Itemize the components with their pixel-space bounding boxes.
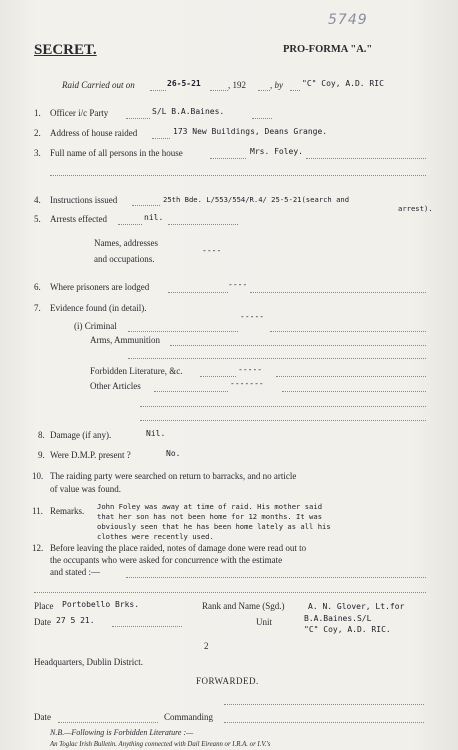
remarks-line-1: John Foley was away at time of raid. His mother said <box>97 502 323 511</box>
prisoners-value: ---- <box>228 280 248 289</box>
names-label: Names, addresses <box>94 238 158 248</box>
forwarded-label: FORWARDED. <box>196 676 259 686</box>
address-value: 173 New Buildings, Deans Grange. <box>173 127 328 136</box>
forbidden-list: An Toglac Irish Bulletin. Anything connected with Dail Eireann or I.R.A. or I.V.'s <box>50 741 271 748</box>
date-label: Date <box>34 617 51 627</box>
item-number: 1. <box>34 108 41 118</box>
other-value: ------- <box>230 379 264 388</box>
raid-date: 26-5-21 <box>167 79 201 88</box>
criminal-value: ----- <box>240 312 265 321</box>
searched-line-1: The raiding party were searched on return to barracks, and no article <box>50 471 297 481</box>
remarks-line-2: that her son has not been home for 12 months. It was <box>97 512 323 521</box>
notes-line-3: and stated :— <box>50 567 100 577</box>
remarks-label: Remarks. <box>50 506 85 516</box>
raid-year: , 192 <box>228 80 246 90</box>
item-number: 8. <box>38 430 45 440</box>
item-number: 10. <box>32 471 44 481</box>
item-number: 4. <box>34 195 41 205</box>
rank-value: A. N. Glover, Lt.for <box>308 602 405 611</box>
item-number: 2. <box>34 128 41 138</box>
remarks-line-3: obviously seen that he has been home lately as all his <box>97 522 331 531</box>
unit-value-2: "C" Coy, A.D. RIC. <box>304 625 391 634</box>
occupations-label: and occupations. <box>94 254 155 264</box>
place-label: Place <box>34 601 54 611</box>
unit-value: B.A.Baines.S/L <box>304 614 372 623</box>
commanding-label: Commanding <box>164 712 213 722</box>
damage-value: Nil. <box>146 429 166 438</box>
instructions-value-2: arrest). <box>398 204 433 213</box>
proforma-heading: PRO-FORMA "A." <box>283 44 373 55</box>
damage-label: Damage (if any). <box>50 430 112 440</box>
rank-label: Rank and Name (Sgd.) <box>202 601 285 611</box>
item-number: 5. <box>34 214 41 224</box>
arrests-value: nil. <box>144 213 164 222</box>
notes-line-2: the occupants who were asked for concurrence with the estimate <box>50 555 283 565</box>
criminal-label: (i) Criminal <box>74 321 117 331</box>
arms-label: Arms, Ammunition <box>90 335 161 345</box>
forbidden-value: ----- <box>238 365 263 374</box>
other-label: Other Articles <box>90 381 141 391</box>
arrests-label: Arrests effected <box>50 214 108 224</box>
instructions-value: 25th Bde. L/553/554/R.4/ 25-5-21(search and <box>163 195 350 204</box>
address-label: Address of house raided <box>50 128 138 138</box>
item-number: 3. <box>34 148 41 158</box>
page-number: 2 <box>204 641 209 651</box>
item-number: 12. <box>32 543 44 553</box>
officer-label: Officer i/c Party <box>50 108 109 118</box>
persons-label: Full name of all persons in the house <box>50 148 183 158</box>
evidence-label: Evidence found (in detail). <box>50 303 147 313</box>
hq-label: Headquarters, Dublin District. <box>34 657 143 667</box>
instructions-label: Instructions issued <box>50 195 118 205</box>
nb-note: N.B.—Following is Forbidden Literature :— <box>50 728 194 737</box>
item-number: 11. <box>32 506 43 516</box>
remarks-line-4: clothes were recently used. <box>97 532 214 541</box>
forbidden-label: Forbidden Literature, &c. <box>90 366 183 376</box>
names-value: ---- <box>202 246 222 255</box>
prisoners-label: Where prisoners are lodged <box>50 282 150 292</box>
item-number: 9. <box>38 450 45 460</box>
dmp-label: Were D.M.P. present ? <box>50 450 131 460</box>
raid-by-value: "C" Coy, A.D. RIC <box>302 79 384 88</box>
dmp-value: No. <box>166 449 181 458</box>
searched-line-2: of value was found. <box>50 484 121 494</box>
notes-line-1: Before leaving the place raided, notes of damage done were read out to <box>50 543 307 553</box>
raid-by-label: , by <box>270 80 283 90</box>
officer-value: S/L B.A.Baines. <box>152 107 225 116</box>
persons-value: Mrs. Foley. <box>250 147 303 156</box>
place-value: Portobello Brks. <box>62 600 140 609</box>
archive-number: 5749 <box>328 12 368 28</box>
date-value: 27 5 21. <box>56 616 95 625</box>
secret-heading: SECRET. <box>34 42 97 58</box>
unit-label: Unit <box>256 617 273 627</box>
item-number: 6. <box>34 282 41 292</box>
footer-date-label: Date <box>34 712 51 722</box>
item-number: 7. <box>34 303 41 313</box>
raid-label: Raid Carried out on <box>62 80 135 90</box>
